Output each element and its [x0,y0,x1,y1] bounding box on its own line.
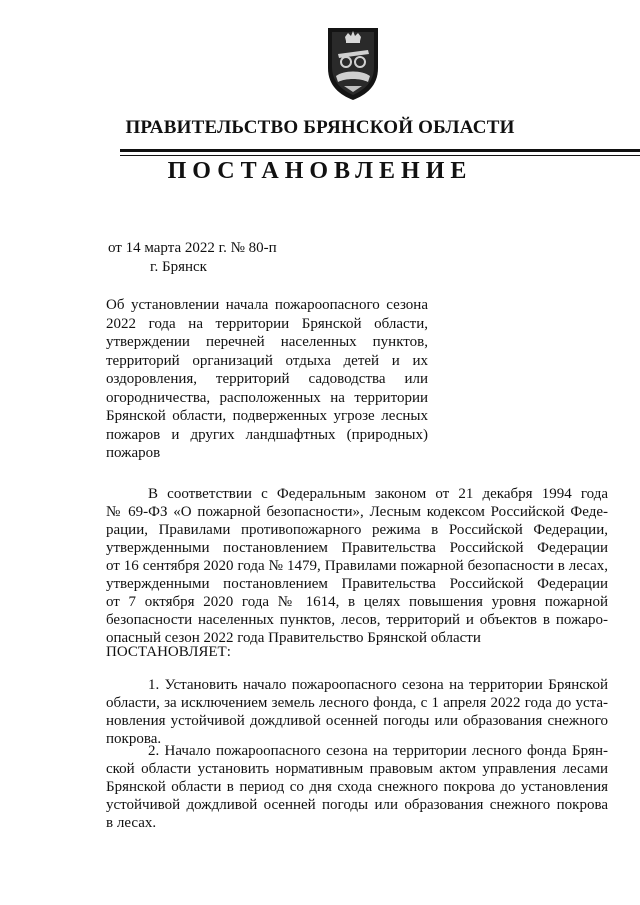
government-name: ПРАВИТЕЛЬСТВО БРЯНСКОЙ ОБЛАСТИ [125,117,515,138]
subject-line: утверждении перечней населенных пунктов, [106,334,428,350]
item-2-line: Брянской области в период со дня схода снежного покрова до установления [106,779,608,795]
item-2-line: ской области установить нормативным правовым актом управления лесами [106,761,608,777]
preamble-line: В соответствии с Федеральным законом от 21 декабря 1994 года [148,486,608,502]
coat-of-arms-emblem [322,24,384,102]
item-1-line: новления устойчивой дождливой осенней погоды или образования снежного [106,713,608,729]
subject-line: 2022 года на территории Брянской области, [106,315,428,332]
preamble-line: от 16 сентября 2020 года № 1479, Правилами пожарной безопасности в лесах, [106,558,608,574]
item-1-line: 1. Установить начало пожароопасного сезона на территории Брянской [148,677,608,693]
decree-word-text: ПОСТАНОВЛЯЕТ: [106,644,231,660]
subject-line: оздоровления, территорий садоводства или [106,371,428,387]
subject-line: Об установлении начала пожароопасного сезона [106,297,428,313]
preamble-line: утвержденными постановлением Правительства Российской Федерации [106,540,608,556]
preamble-line: безопасности населенных пунктов, лесов, территорий и объектов в пожаро- [106,612,608,628]
subject-line: пожаров и других ландшафтных (природных) [106,426,428,443]
item-2-line: 2. Начало пожароопасного сезона на территории лесного фонда Брян- [148,743,608,759]
item-2-paragraph [106,742,608,832]
decree-word [106,643,608,661]
subject-line: территорий организаций отдыха детей и их [106,352,428,369]
subject-line: пожаров [106,445,161,461]
date-and-number: от 14 марта 2022 г. № 80-п [108,240,277,256]
city: г. Брянск [150,259,207,275]
preamble-line: рации, Правилами противопожарного режима в Российской Федерации, [106,522,608,538]
item-2-line: в лесах. [106,815,157,831]
header-divider-thick [120,149,640,152]
preamble-line: опасный сезон 2022 года Правительство Брянской области [106,630,481,646]
item-1-line: области, за исключением земель лесного фонда, с 1 апреля 2022 года до уста- [106,695,608,711]
header-divider-thin [120,155,640,156]
preamble-line: утвержденными постановлением Правительства Российской Федерации [106,576,608,592]
subject-line: огородничества, расположенных на территории [106,389,428,406]
preamble-line: № 69-ФЗ «О пожарной безопасности», Лесным кодексом Российской Феде- [106,504,608,520]
item-1-paragraph [106,676,608,748]
subject-heading [106,296,428,463]
preamble-line: от 7 октября 2020 года № 1614, в целях повышения уровня пожарной [106,594,608,610]
item-1-line: покрова. [106,731,162,747]
preamble-paragraph [106,485,608,647]
subject-line: Брянской области, подверженных угрозе лесных [106,408,428,424]
document-type-title: ПОСТАНОВЛЕНИЕ [167,158,473,184]
item-2-line: устойчивой дождливой осенней погоды или образования снежного покрова [106,797,608,813]
